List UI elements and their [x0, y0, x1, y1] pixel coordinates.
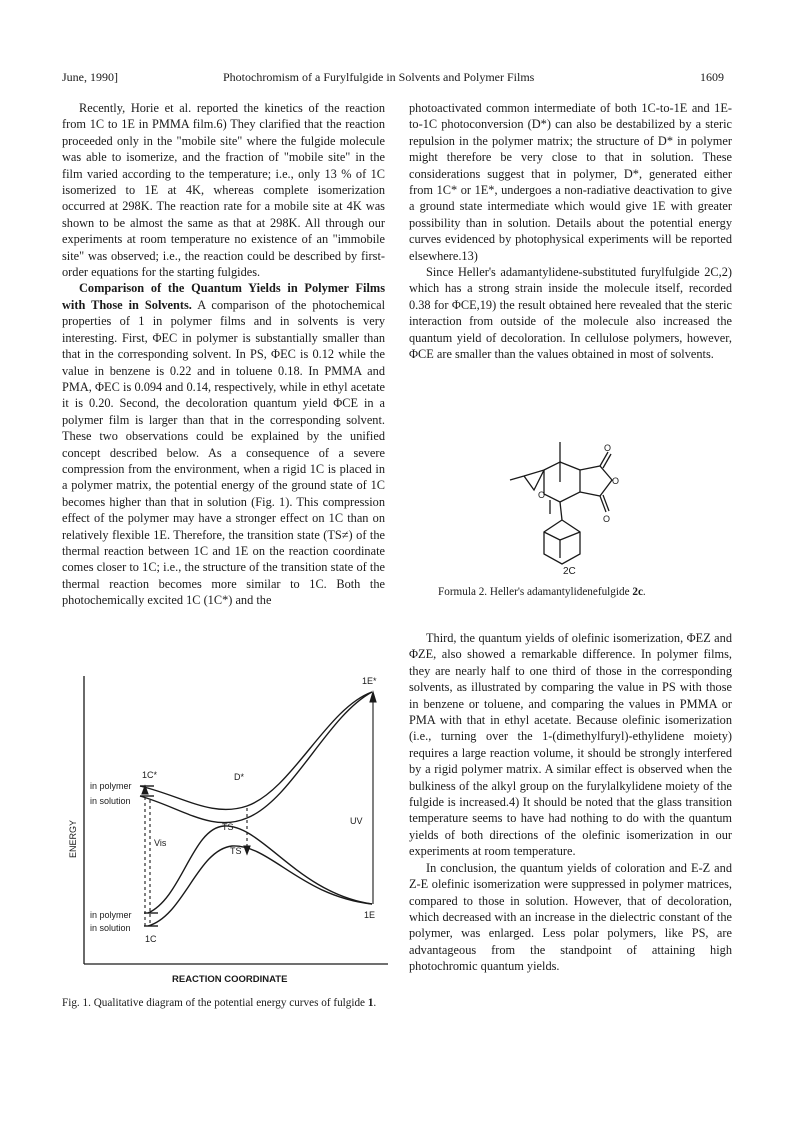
section-heading: Comparison of the Quantum Yields in Polymer Films with Those in Solvents. [62, 281, 385, 312]
label-in-polymer-bottom: in polymer [90, 910, 132, 920]
label-d-star: D* [234, 772, 245, 782]
left-column [62, 100, 385, 609]
formula-compound-label: 2C [563, 566, 576, 577]
svg-text:O: O [604, 443, 612, 453]
label-1c-star: 1C* [142, 770, 158, 780]
left-paragraph-2-body: A comparison of the photochemical properties of 1 in polymer films and in solvents is very interesting. First, ΦEC in polymer is substantially smaller than that in the corresponding solvent. In PS, ΦEC is 0.12 while the value in benzene is 0.22 and in toluene 0.18. In PMMA and PMA, ΦEC is 0.094 and 0.14, respectively, while in ethyl acetate it is 0.20. Second, the decoloration quantum yield ΦCE in a polymer film is larger than that in the corresponding solvent. These two observations could be explained by the unified concept described below. As a consequence of a severe compression from the environment, when a rigid 1C is placed in a polymer matrix, the potential energy of the ground state of 1C becomes higher than that in solution (Fig. 1). This compression effect of the polymer may have a stronger effect on 1C than on relatively flexible 1E. Therefore, the transition state (TS≠) of the thermal reaction between 1C and 1E on the reaction coordinate comes closer to 1C; i.e., the structure of the transition state of the thermal reaction becomes more similar to 1C. Both the photochemically excited 1C (1C*) and the [62, 297, 385, 608]
figure-caption-compound: 1 [367, 997, 374, 1009]
right-column-bottom [409, 630, 732, 975]
formula-caption-end: . [642, 586, 646, 598]
right-paragraph-4: In conclusion, the quantum yields of coloration and E-Z and Z-E olefinic isomerization were suppressed in polymer matrices, compared to those in solution. However, that of decoloration, which decreased with an increase in the dielectric constant of the polymer, was enlarged. Less polar polymers, like PS, are advantageous from the standpoint of attaining high photochromic quantum yields. [409, 860, 732, 974]
label-1e-star: 1E* [362, 676, 377, 686]
label-1e: 1E [364, 910, 376, 920]
label-vis: Vis [154, 838, 167, 848]
header-date: June, 1990] [62, 70, 118, 84]
label-in-solution-bottom: in solution [90, 923, 131, 933]
svg-text:O: O [603, 514, 611, 524]
formula-caption-prefix: Formula 2. [438, 586, 488, 598]
left-paragraph-1: Recently, Horie et al. reported the kinetics of the reaction from 1C to 1E in PMMA film.6) They clarified that the reaction proceeded only in the "mobile site" where the fulgide molecule was able to isomerize, and the fraction of "mobile site" in the film varied according to the temperature; i.e., only 13 % of 1C isomerized to 1E at 4K, whereas complete isomerization occurred at 298K. The reaction rate for a mobile site at 4K was shown to be almost the same as that at 298K. All through our experiments at room temperature no existence of an "immobile site" was observed; i.e., the reaction could be described by first-order equations for the starting fulgides. [62, 101, 385, 280]
right-column-top [409, 100, 732, 363]
excited-curve-polymer [140, 692, 372, 809]
header-title: Photochromism of a Furylfulgide in Solvents and Polymer Films [223, 70, 535, 84]
figure-caption-end: . [373, 997, 377, 1009]
label-in-polymer-top: in polymer [90, 781, 132, 791]
label-in-solution-top: in solution [90, 796, 131, 806]
formula-caption-compound: 2c [632, 586, 643, 598]
label-uv: UV [350, 816, 363, 826]
figure-caption-text: Qualitative diagram of the potential energy curves of fulgide [93, 997, 366, 1009]
figure-1-caption [62, 997, 392, 1011]
x-axis-label: REACTION COORDINATE [172, 974, 288, 985]
label-1c: 1C [145, 934, 157, 944]
figure-1-energy-diagram [62, 668, 392, 1000]
left-paragraph-2 [62, 280, 385, 608]
figure-caption-prefix: Fig. 1. [62, 997, 91, 1009]
label-ts-1: TS [222, 822, 234, 832]
svg-text:O: O [538, 490, 546, 500]
right-paragraph-3: Third, the quantum yields of olefinic isomerization, ΦEZ and ΦZE, also showed a remarkable difference. In polymer films, they are nearly half to one third of those in the corresponding solvents, as illustrated by comparing the value in PS with those in benzene or toluene, and comparing the values in PMMA or PMA with that in ethyl acetate. Because olefinic isomerization (i.e., turning over the 1-(dimethylfuryl)-ethylidene moiety) requires a large reaction volume, it should be strongly interfered by a rigid polymer matrix. A similar effect is observed when the bulkiness of the alkyl group on the furylalkylidene moiety of the fulgide is increased.4) It should be noted that the glass transition temperature seems to have had nothing to do with the quantum yields of both directions of the olefinic isomerization in our experiments at room temperature. [409, 631, 732, 859]
label-ts-2: TS [230, 846, 242, 856]
right-paragraph-2: Since Heller's adamantylidene-substituted furylfulgide 2C,2) which has a strong strain inside the molecule itself, recorded 0.38 for ΦCE,19) the result obtained here revealed that the steric interaction from outside of the molecule also increased the quantum yield of decoloration. In cellulose polymers, however, ΦCE are smaller than the values obtained in most of solvents. [409, 265, 732, 362]
right-paragraph-1: photoactivated common intermediate of both 1C-to-1E and 1E-to-1C photoconversion (D*) can also be destabilized by a steric repulsion in the polymer matrix; the structure of D* in polymer might therefore be very close to that in solution. These considerations suggest that in polymer, D*, generated either from 1C* or 1E*, undergoes a non-radiative deactivation to give a ground state intermediate which would give 1E with greater possibility than in solution. Details about the potential energy curves evidenced by photophysical experiments will be reported elsewhere.13) [409, 101, 732, 263]
formula-2-structure [500, 440, 650, 580]
ground-curve-polymer [148, 826, 372, 913]
header-page-number: 1609 [700, 70, 724, 84]
y-axis-label: ENERGY [68, 819, 78, 858]
formula-caption [438, 586, 646, 600]
ground-curve-solution [148, 846, 372, 926]
svg-text:O: O [612, 476, 620, 486]
excited-curve-solution [140, 692, 372, 823]
formula-caption-text: Heller's adamantylidenefulgide [489, 586, 630, 598]
